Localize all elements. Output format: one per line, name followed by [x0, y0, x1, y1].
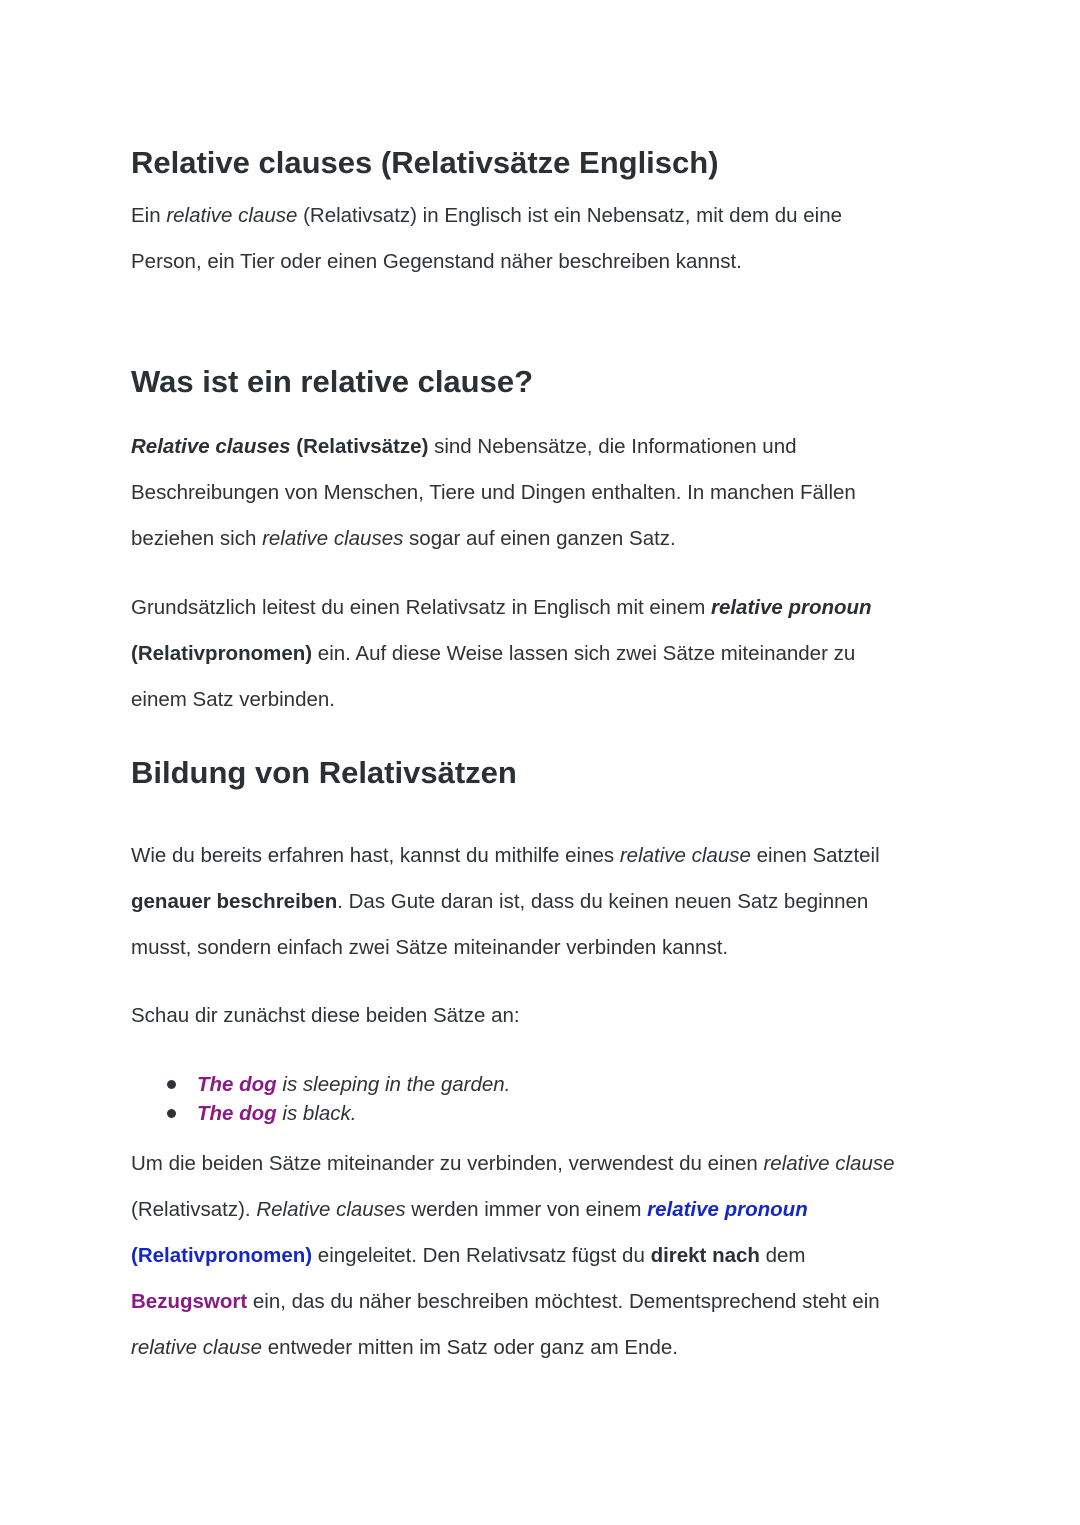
- intro-paragraph: [131, 193, 842, 285]
- list-item: The dog is black.: [131, 1099, 510, 1128]
- formation-paragraph: [131, 833, 880, 971]
- definition-line-1: Relative clauses (Relativsätze) sind Nebensätze, die Informationen und: [131, 435, 797, 458]
- list-item: The dog is sleeping in the garden.: [131, 1070, 510, 1099]
- connect-line-4: Bezugswort ein, das du näher beschreiben möchtest. Dementsprechend steht ein: [131, 1290, 880, 1313]
- pronoun-line-3: einem Satz verbinden.: [131, 688, 335, 711]
- definition-line-3: beziehen sich relative clauses sogar auf einen ganzen Satz.: [131, 527, 676, 550]
- section-heading-formation: Bildung von Relativsätzen: [131, 755, 517, 790]
- look-at-sentences-paragraph: [131, 993, 520, 1039]
- pronoun-paragraph: [131, 585, 872, 723]
- intro-line-1: Ein relative clause (Relativsatz) in Englisch ist ein Nebensatz, mit dem du eine: [131, 204, 843, 227]
- definition-paragraph: [131, 424, 856, 562]
- connect-line-3: (Relativpronomen) eingeleitet. Den Relativsatz fügst du direkt nach dem: [131, 1244, 806, 1267]
- formation-line-1: Wie du bereits erfahren hast, kannst du mithilfe eines relative clause einen Satzteil: [131, 844, 880, 867]
- connect-line-1: Um die beiden Sätze miteinander zu verbinden, verwendest du einen relative clause: [131, 1152, 895, 1175]
- bullet-icon: [167, 1109, 176, 1118]
- intro-line-2: Person, ein Tier oder einen Gegenstand näher beschreiben kannst.: [131, 250, 742, 273]
- section-heading-what-is: Was ist ein relative clause?: [131, 364, 534, 399]
- formation-line-3: musst, sondern einfach zwei Sätze miteinander verbinden kannst.: [131, 936, 729, 959]
- connect-sentences-paragraph: [131, 1141, 895, 1371]
- connect-line-5: relative clause entweder mitten im Satz oder ganz am Ende.: [131, 1336, 678, 1359]
- pronoun-line-2: (Relativpronomen) ein. Auf diese Weise lassen sich zwei Sätze miteinander zu: [131, 642, 856, 665]
- bullet-icon: [167, 1080, 176, 1089]
- definition-line-2: Beschreibungen von Menschen, Tiere und Dingen enthalten. In manchen Fällen: [131, 481, 856, 504]
- page-title: Relative clauses (Relativsätze Englisch): [131, 145, 719, 180]
- pronoun-line-1: Grundsätzlich leitest du einen Relativsatz in Englisch mit einem relative pronoun: [131, 596, 872, 619]
- look-at-line: Schau dir zunächst diese beiden Sätze an:: [131, 1004, 520, 1027]
- formation-line-2: genauer beschreiben. Das Gute daran ist, dass du keinen neuen Satz beginnen: [131, 890, 869, 913]
- connect-line-2: (Relativsatz). Relative clauses werden immer von einem relative pronoun: [131, 1198, 808, 1221]
- example-sentence-list: [131, 1070, 510, 1128]
